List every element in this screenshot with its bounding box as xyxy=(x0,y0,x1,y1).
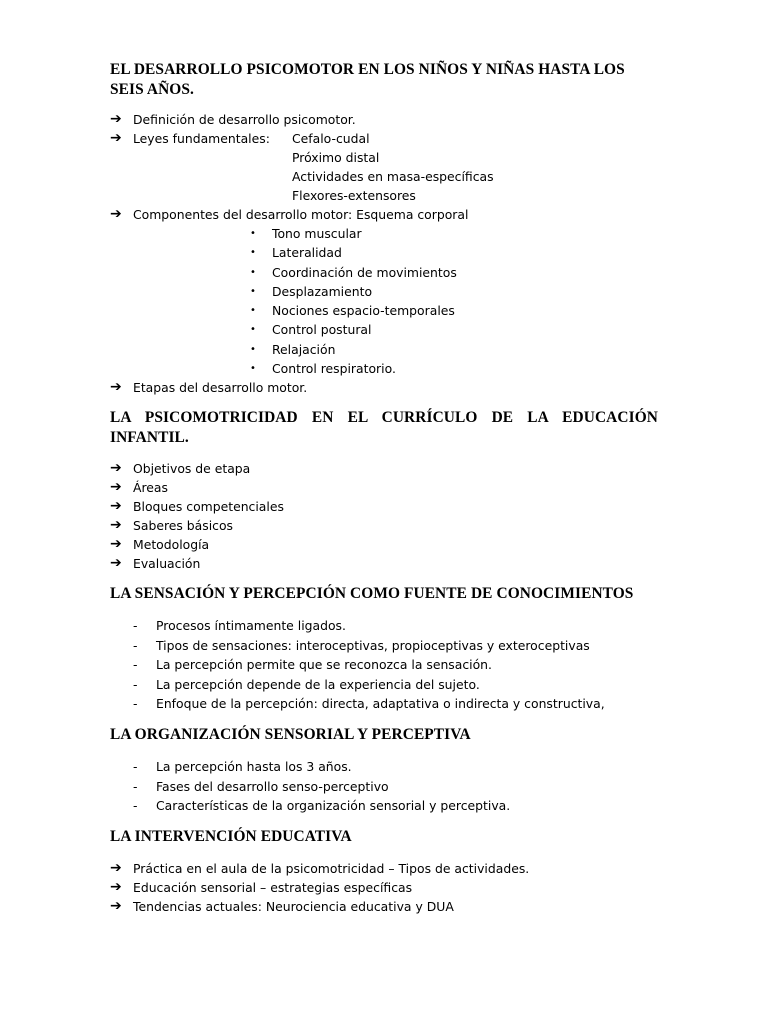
sub-item-text: Cefalo-cudal xyxy=(292,131,370,146)
heading-line: INFANTIL. xyxy=(110,429,189,446)
sub-item-text: Coordinación de movimientos xyxy=(272,265,457,280)
list-item-text: Tipos de sensaciones: interoceptivas, propioceptivas y exteroceptivas xyxy=(156,638,590,653)
section-heading-psicomotricidad-curriculo xyxy=(110,408,658,448)
section-heading-sensacion-percepcion: LA SENSACIÓN Y PERCEPCIÓN COMO FUENTE DE CONOCIMIENTOS xyxy=(110,585,634,602)
list-item-text: Componentes del desarrollo motor: Esquema corporal xyxy=(133,207,469,222)
list-item-text: Metodología xyxy=(133,537,210,552)
arrow-right-icon: ➔ xyxy=(110,111,122,127)
list-item-text: Enfoque de la percepción: directa, adaptativa o indirecta y constructiva, xyxy=(156,696,605,711)
list-item-text: Bloques competenciales xyxy=(133,499,284,514)
arrow-right-icon: ➔ xyxy=(110,498,122,514)
bullet-icon: • xyxy=(250,363,256,374)
bullet-icon: • xyxy=(250,286,256,297)
dash-icon: - xyxy=(133,677,138,692)
list-item-text: Etapas del desarrollo motor. xyxy=(133,380,308,395)
sub-item-text: Lateralidad xyxy=(272,245,342,260)
bullet-icon: • xyxy=(250,228,256,239)
sub-item-text: Control postural xyxy=(272,322,372,337)
dash-icon: - xyxy=(133,657,138,672)
arrow-right-icon: ➔ xyxy=(110,379,122,395)
dash-icon: - xyxy=(133,696,138,711)
arrow-right-icon: ➔ xyxy=(110,517,122,533)
sub-item-text: Tono muscular xyxy=(272,226,362,241)
dash-icon: - xyxy=(133,638,138,653)
list-item-text: Características de la organización sensorial y perceptiva. xyxy=(156,798,511,813)
sub-item-text: Actividades en masa-específicas xyxy=(292,169,494,184)
sub-item-text: Desplazamiento xyxy=(272,284,373,299)
sub-item-text: Control respiratorio. xyxy=(272,361,396,376)
list-item-text: Objetivos de etapa xyxy=(133,461,251,476)
bullet-icon: • xyxy=(250,305,256,316)
list-item-text: La percepción permite que se reconozca la sensación. xyxy=(156,657,492,672)
arrow-right-icon: ➔ xyxy=(110,879,122,895)
section-heading-organizacion-sensorial: LA ORGANIZACIÓN SENSORIAL Y PERCEPTIVA xyxy=(110,726,471,743)
dash-icon: - xyxy=(133,798,138,813)
list-item-text: Evaluación xyxy=(133,556,201,571)
list-item-text: Educación sensorial – estrategias específicas xyxy=(133,880,413,895)
arrow-right-icon: ➔ xyxy=(110,206,122,222)
arrow-right-icon: ➔ xyxy=(110,460,122,476)
arrow-right-icon: ➔ xyxy=(110,536,122,552)
arrow-right-icon: ➔ xyxy=(110,860,122,876)
section-heading-intervencion-educativa: LA INTERVENCIÓN EDUCATIVA xyxy=(110,828,352,845)
list-item-text: Definición de desarrollo psicomotor. xyxy=(133,112,356,127)
arrow-right-icon: ➔ xyxy=(110,898,122,914)
sub-item-text: Nociones espacio-temporales xyxy=(272,303,455,318)
list-item-text: Práctica en el aula de la psicomotricidad – Tipos de actividades. xyxy=(133,861,530,876)
bullet-icon: • xyxy=(250,267,256,278)
sub-item-text: Próximo distal xyxy=(292,150,380,165)
section-heading-desarrollo-psicomotor: EL DESARROLLO PSICOMOTOR EN LOS NIÑOS Y NIÑAS HASTA LOS SEIS AÑOS. xyxy=(110,61,625,98)
sub-item-text: Relajación xyxy=(272,342,336,357)
arrow-right-icon: ➔ xyxy=(110,130,122,146)
sub-item-text: Flexores-extensores xyxy=(292,188,416,203)
list-item-text: Áreas xyxy=(133,480,168,495)
list-item-text: La percepción depende de la experiencia del sujeto. xyxy=(156,677,480,692)
list-item-text: Leyes fundamentales: xyxy=(133,131,270,146)
list-item-text: Saberes básicos xyxy=(133,518,233,533)
heading-line: LA PSICOMOTRICIDAD EN EL CURRÍCULO DE LA EDUCACIÓN xyxy=(110,409,658,426)
list-item-text: Tendencias actuales: Neurociencia educativa y DUA xyxy=(133,899,454,914)
dash-icon: - xyxy=(133,779,138,794)
arrow-right-icon: ➔ xyxy=(110,555,122,571)
list-item-text: Procesos íntimamente ligados. xyxy=(156,618,346,633)
list-item-text: Fases del desarrollo senso-perceptivo xyxy=(156,779,389,794)
list-item-text: La percepción hasta los 3 años. xyxy=(156,759,352,774)
bullet-icon: • xyxy=(250,324,256,335)
arrow-right-icon: ➔ xyxy=(110,479,122,495)
dash-icon: - xyxy=(133,759,138,774)
bullet-icon: • xyxy=(250,344,256,355)
dash-icon: - xyxy=(133,618,138,633)
bullet-icon: • xyxy=(250,247,256,258)
